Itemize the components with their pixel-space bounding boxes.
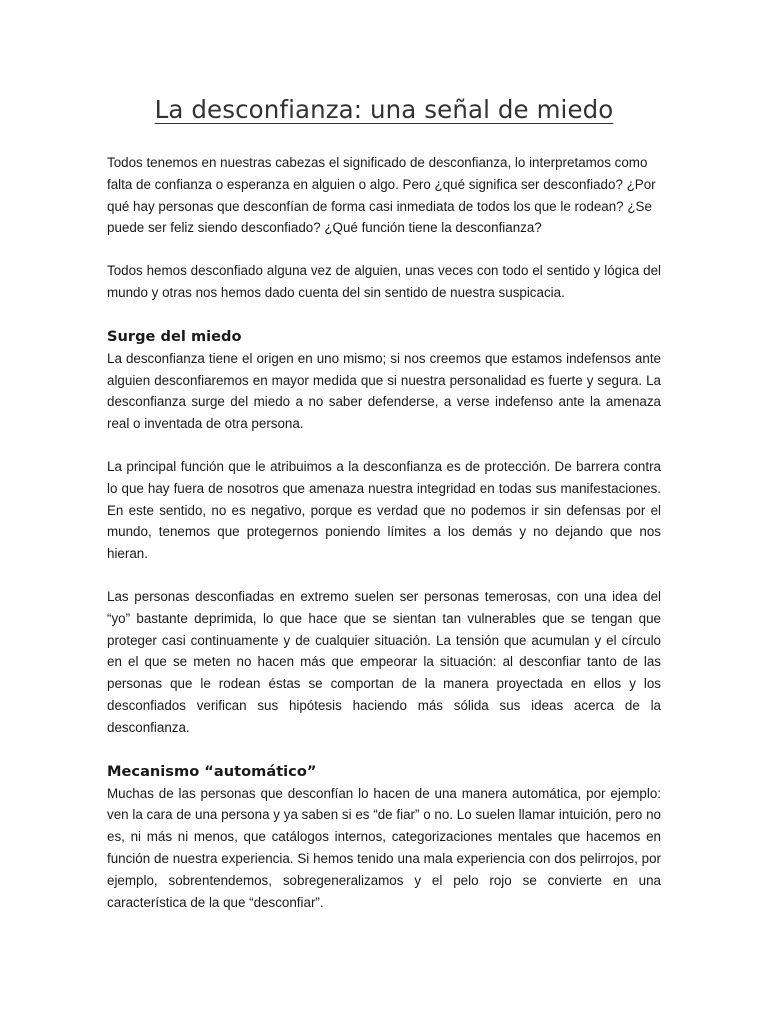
section-1-paragraph-1: La desconfianza tiene el origen en uno mismo; si nos creemos que estamos indefensos ante alguien desconfiaremos en mayor medida que si nuestra personalidad es fuerte y segura. La desconfianza surge del miedo a no saber defenderse, a verse indefenso ante la amenaza real o inventada de otra persona. — [107, 350, 661, 432]
section-heading-mecanismo-automatico: Mecanismo “automático” — [107, 762, 317, 780]
intro-paragraph-1: Todos tenemos en nuestras cabezas el significado de desconfianza, lo interpretamos como falta de confianza o esperanza en alguien o algo. Pero ¿qué significa ser desconfiado? ¿Por qué hay personas que desconfían de forma casi inmediata de todos los que le rodean? ¿Se puede ser feliz siendo desconfiado? ¿Qué función tiene la desconfianza? — [107, 155, 656, 236]
page-title: La desconfianza: una señal de miedo — [154, 95, 614, 124]
section-heading-surge-del-miedo: Surge del miedo — [107, 327, 242, 345]
intro-paragraph-2: Todos hemos desconfiado alguna vez de alguien, unas veces con todo el sentido y lógica del mundo y otras nos hemos dado cuenta del sin sentido de nuestra suspicacia. — [107, 263, 661, 300]
section-1-paragraph-3: Las personas desconfiadas en extremo suelen ser personas temerosas, con una idea del “yo” bastante deprimida, lo que hace que se sientan tan vulnerables que se tengan que proteger casi continuamente y de cualquier situación. La tensión que acumulan y el círculo en el que se meten no hacen más que empeorar la situación: al desconfiar tanto de las personas que le rodean éstas se comportan de la manera proyectada en ellos y los desconfiados verifican sus hipótesis haciendo más sólida sus ideas acerca de la desconfianza. — [107, 588, 661, 735]
section-1-paragraph-2: La principal función que le atribuimos a la desconfianza es de protección. De barrera contra lo que hay fuera de nosotros que amenaza nuestra integridad en todas sus manifestaciones. En este sentido, no es negativo, porque es verdad que no podemos ir sin defensas por el mundo, tenemos que protegernos poniendo límites a los demás y no dejando que nos hieran. — [107, 458, 661, 562]
section-2-paragraph-1: Muchas de las personas que desconfían lo hacen de una manera automática, por ejemplo: ven la cara de una persona y ya saben si es “de fiar” o no. Lo suelen llamar intuición, pero no es, ni más ni menos, que catálogos internos, categorizaciones mentales que hacemos en función de nuestra experiencia. Si hemos tenido una mala experiencia con dos pelirrojos, por ejemplo, sobrentendemos, sobregeneralizamos y el pelo rojo se convierte en una característica de la que “desconfiar”. — [107, 785, 661, 910]
document-body — [107, 92, 661, 934]
